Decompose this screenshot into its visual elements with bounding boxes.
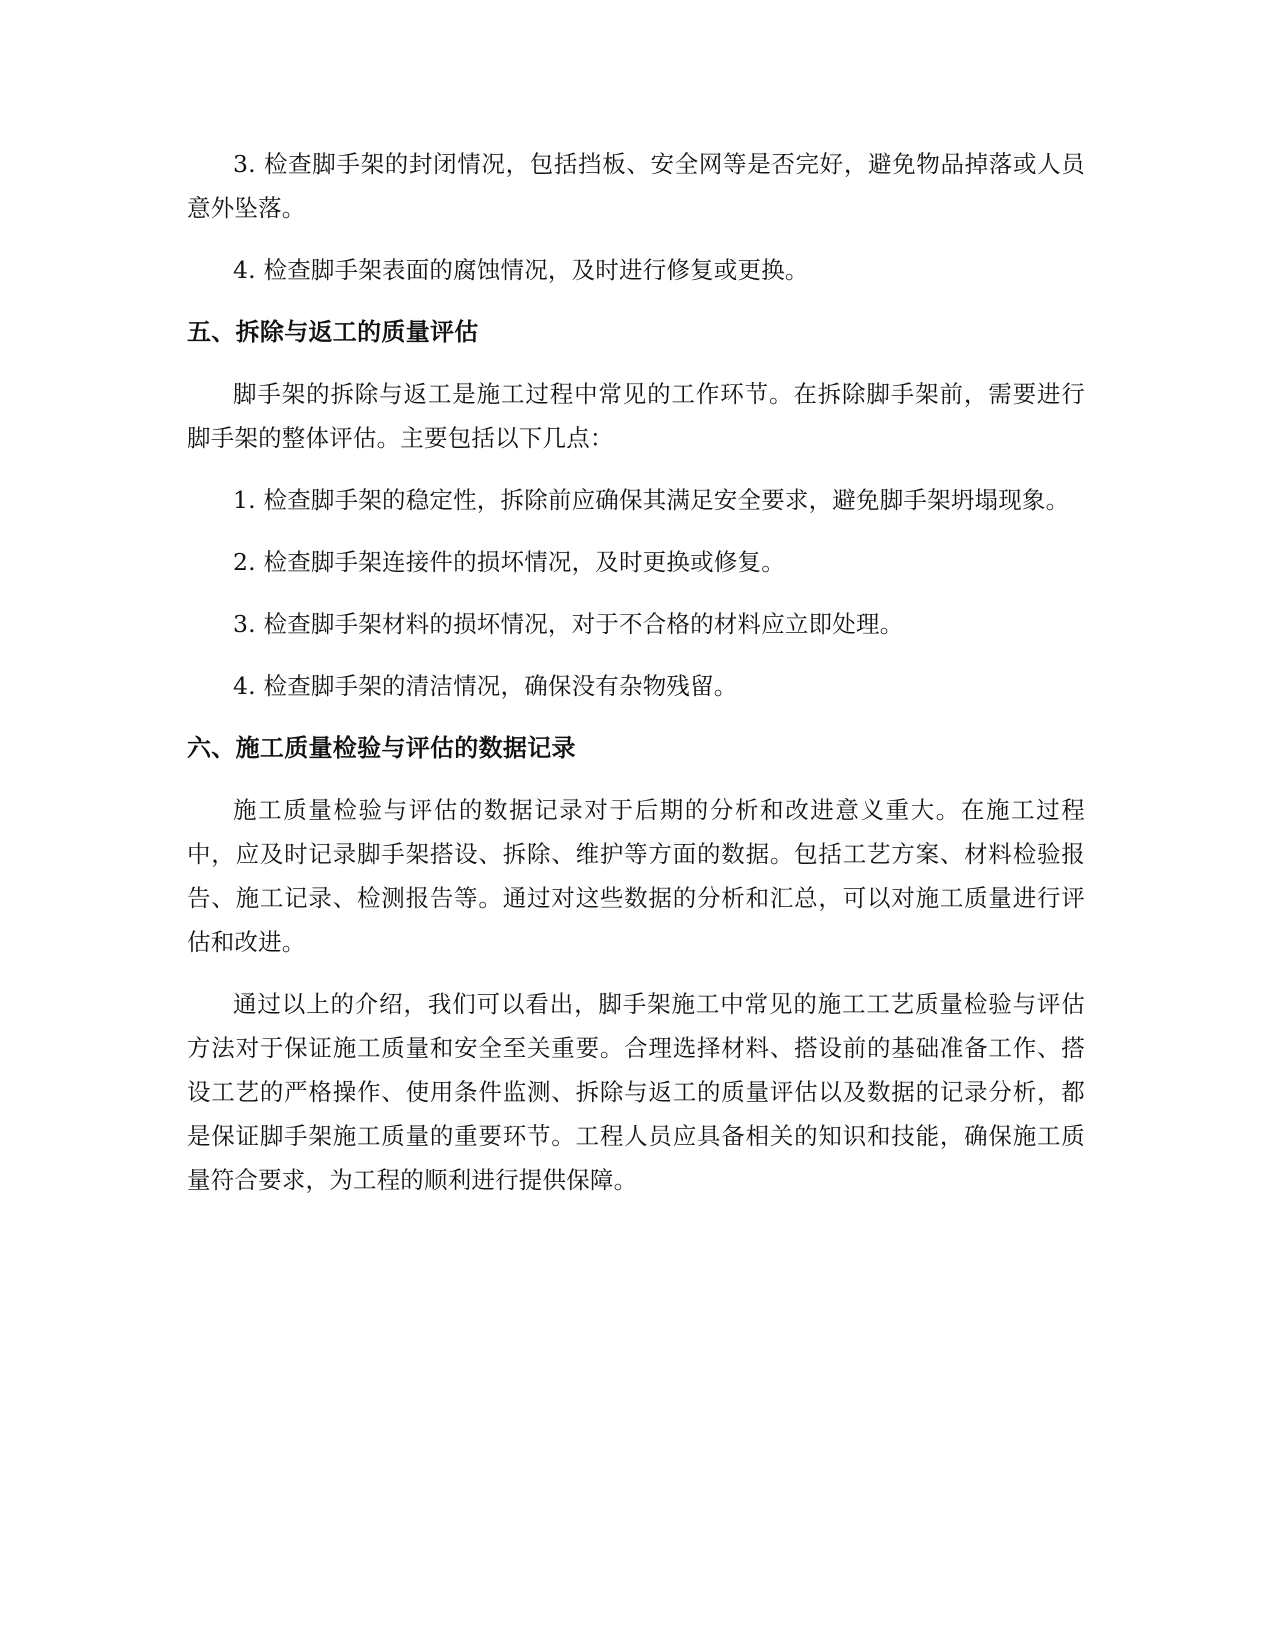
section5-item-4: 4. 检查脚手架的清洁情况，确保没有杂物残留。 bbox=[233, 672, 738, 700]
section5-item-2: 2. 检查脚手架连接件的损坏情况，及时更换或修复。 bbox=[233, 548, 785, 576]
conclusion-paragraph: 通过以上的介绍，我们可以看出，脚手架施工中常见的施工工艺质量检验与评估方法对于保证施工质量和安全至关重要。合理选择材料、搭设前的基础准备工作、搭设工艺的严格操作、使用条件监测、拆除与返工的质量评估以及数据的记录分析，都是保证脚手架施工质量的重要环节。工程人员应具备相关的知识和技能，确保施工质量符合要求，为工程的顺利进行提供保障。 bbox=[187, 990, 1085, 1194]
section5-item-1: 1. 检查脚手架的稳定性，拆除前应确保其满足安全要求，避免脚手架坍塌现象。 bbox=[233, 486, 1070, 514]
section4-item-3: 3. 检查脚手架的封闭情况，包括挡板、安全网等是否完好，避免物品掉落或人员意外坠落。 bbox=[187, 150, 1085, 222]
section5-intro: 脚手架的拆除与返工是施工过程中常见的工作环节。在拆除脚手架前，需要进行脚手架的整体评估。主要包括以下几点： bbox=[187, 380, 1085, 452]
section6-heading: 六、施工质量检验与评估的数据记录 bbox=[187, 734, 576, 762]
document-body bbox=[187, 142, 1085, 1220]
section5-item-3: 3. 检查脚手架材料的损坏情况，对于不合格的材料应立即处理。 bbox=[233, 610, 904, 638]
section4-item-4: 4. 检查脚手架表面的腐蚀情况，及时进行修复或更换。 bbox=[233, 256, 809, 284]
section5-heading: 五、拆除与返工的质量评估 bbox=[187, 318, 479, 346]
section6-body: 施工质量检验与评估的数据记录对于后期的分析和改进意义重大。在施工过程中，应及时记录脚手架搭设、拆除、维护等方面的数据。包括工艺方案、材料检验报告、施工记录、检测报告等。通过对这些数据的分析和汇总，可以对施工质量进行评估和改进。 bbox=[187, 796, 1085, 956]
